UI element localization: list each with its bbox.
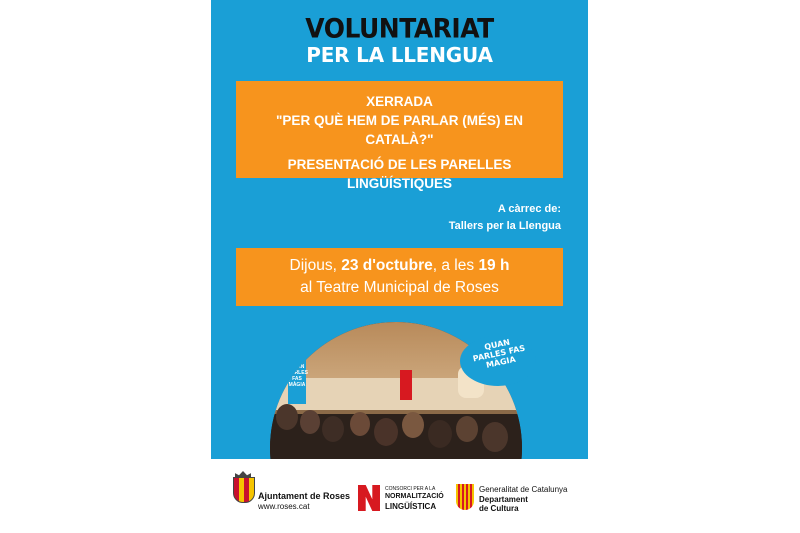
cpnl-logo-icon bbox=[358, 485, 380, 511]
poster-subtitle: PER LA LLENGUA bbox=[306, 43, 493, 67]
credit-name: Tallers per la Llengua bbox=[448, 220, 561, 232]
talk-question-line2: CATALÀ?" bbox=[365, 132, 434, 147]
generalitat-line1: Generalitat de Catalunya bbox=[479, 485, 568, 494]
audience-head bbox=[300, 410, 320, 434]
sponsor-logos bbox=[211, 459, 588, 533]
audience-head bbox=[322, 416, 344, 442]
photo-banner: QUAN PARLES FAS MÀGIA bbox=[288, 360, 306, 404]
audience-head bbox=[374, 418, 398, 446]
event-box bbox=[236, 248, 563, 306]
generalitat-line3: de Cultura bbox=[479, 504, 519, 513]
event-day: Dijous, bbox=[289, 257, 342, 274]
magic-bubble-text: QUAN PARLES FAS MÀGIA bbox=[472, 337, 526, 370]
audience-head bbox=[456, 416, 478, 442]
ajuntament-name: Ajuntament de Roses bbox=[258, 491, 351, 501]
talk-box bbox=[236, 81, 563, 191]
audience-head bbox=[402, 412, 424, 438]
credit-block bbox=[449, 201, 561, 235]
talk-label: XERRADA bbox=[366, 94, 433, 109]
credit-label: A càrrec de: bbox=[497, 203, 561, 215]
event-time: 19 h bbox=[478, 257, 510, 274]
ajuntament-crest-icon bbox=[233, 477, 255, 503]
audience-head bbox=[276, 404, 298, 430]
poster-title: VOLUNTARIAT bbox=[305, 13, 494, 44]
event-datetime bbox=[236, 255, 563, 277]
cpnl-line2: NORMALITZACIÓ bbox=[385, 493, 444, 500]
photo-red-banner bbox=[400, 370, 412, 400]
cpnl-line1: CONSORCI PER A LA bbox=[385, 486, 436, 492]
audience-head bbox=[428, 420, 452, 448]
ajuntament-url: www.roses.cat bbox=[258, 502, 310, 511]
talk-question-line1: "PER QUÈ HEM DE PARLAR (MÉS) EN bbox=[276, 113, 523, 128]
event-date: 23 d'octubre bbox=[341, 257, 433, 274]
talk-subtitle: PRESENTACIÓ DE LES PARELLES LINGÜÍSTIQUES bbox=[287, 157, 512, 191]
audience-head bbox=[482, 422, 508, 452]
cpnl-line3: LINGÜÍSTICA bbox=[385, 502, 437, 511]
event-poster bbox=[211, 0, 588, 459]
event-venue: al Teatre Municipal de Roses bbox=[300, 279, 499, 296]
event-time-prefix: , a les bbox=[432, 257, 479, 274]
generalitat-shield-icon bbox=[456, 484, 474, 510]
generalitat-line2: Departament bbox=[479, 495, 528, 504]
audience-head bbox=[350, 412, 370, 436]
